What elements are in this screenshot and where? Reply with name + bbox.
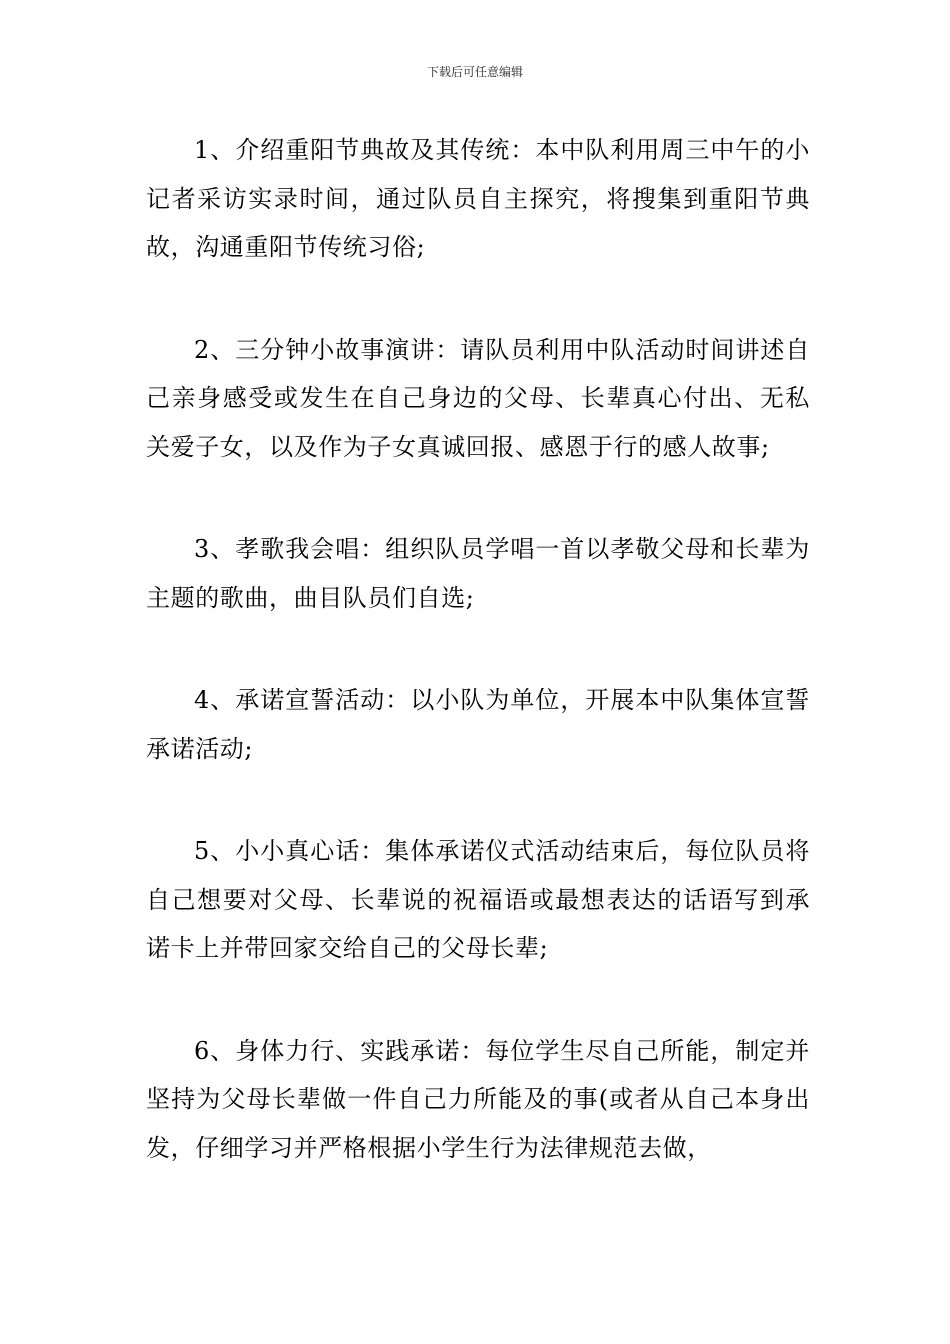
paragraph-gap bbox=[146, 272, 810, 326]
paragraph-gap bbox=[146, 622, 810, 676]
paragraph-3: 3、孝歌我会唱：组织队员学唱一首以孝敬父母和长辈为主题的歌曲，曲目队员们自选; bbox=[146, 535, 810, 612]
paragraph-gap bbox=[146, 471, 810, 525]
paragraph-5: 5、小小真心话：集体承诺仪式活动结束后，每位队员将自己想要对父母、长辈说的祝福语或最想表达的话语写到承诺卡上并带回家交给自己的父母长辈; bbox=[146, 837, 810, 962]
paragraph-gap bbox=[146, 773, 810, 827]
document-body bbox=[146, 126, 810, 1172]
paragraph-6: 6、身体力行、实践承诺：每位学生尽自己所能，制定并坚持为父母长辈做一件自己力所能及的事(或者从自己本身出发，仔细学习并严格根据小学生行为法律规范去做， bbox=[146, 1036, 810, 1162]
paragraph-4: 4、承诺宣誓活动：以小队为单位，开展本中队集体宣誓承诺活动; bbox=[146, 686, 810, 763]
paragraph-1: 1、介绍重阳节典故及其传统：本中队利用周三中午的小记者采访实录时间，通过队员自主探究，将搜集到重阳节典故，沟通重阳节传统习俗; bbox=[146, 136, 810, 261]
paragraph-gap bbox=[146, 973, 810, 1027]
paragraph-2: 2、三分钟小故事演讲：请队员利用中队活动时间讲述自己亲身感受或发生在自己身边的父母、长辈真心付出、无私关爱子女，以及作为子女真诚回报、感恩于行的感人故事; bbox=[146, 335, 810, 461]
page-header-note: 下载后可任意编辑 bbox=[426, 65, 523, 79]
